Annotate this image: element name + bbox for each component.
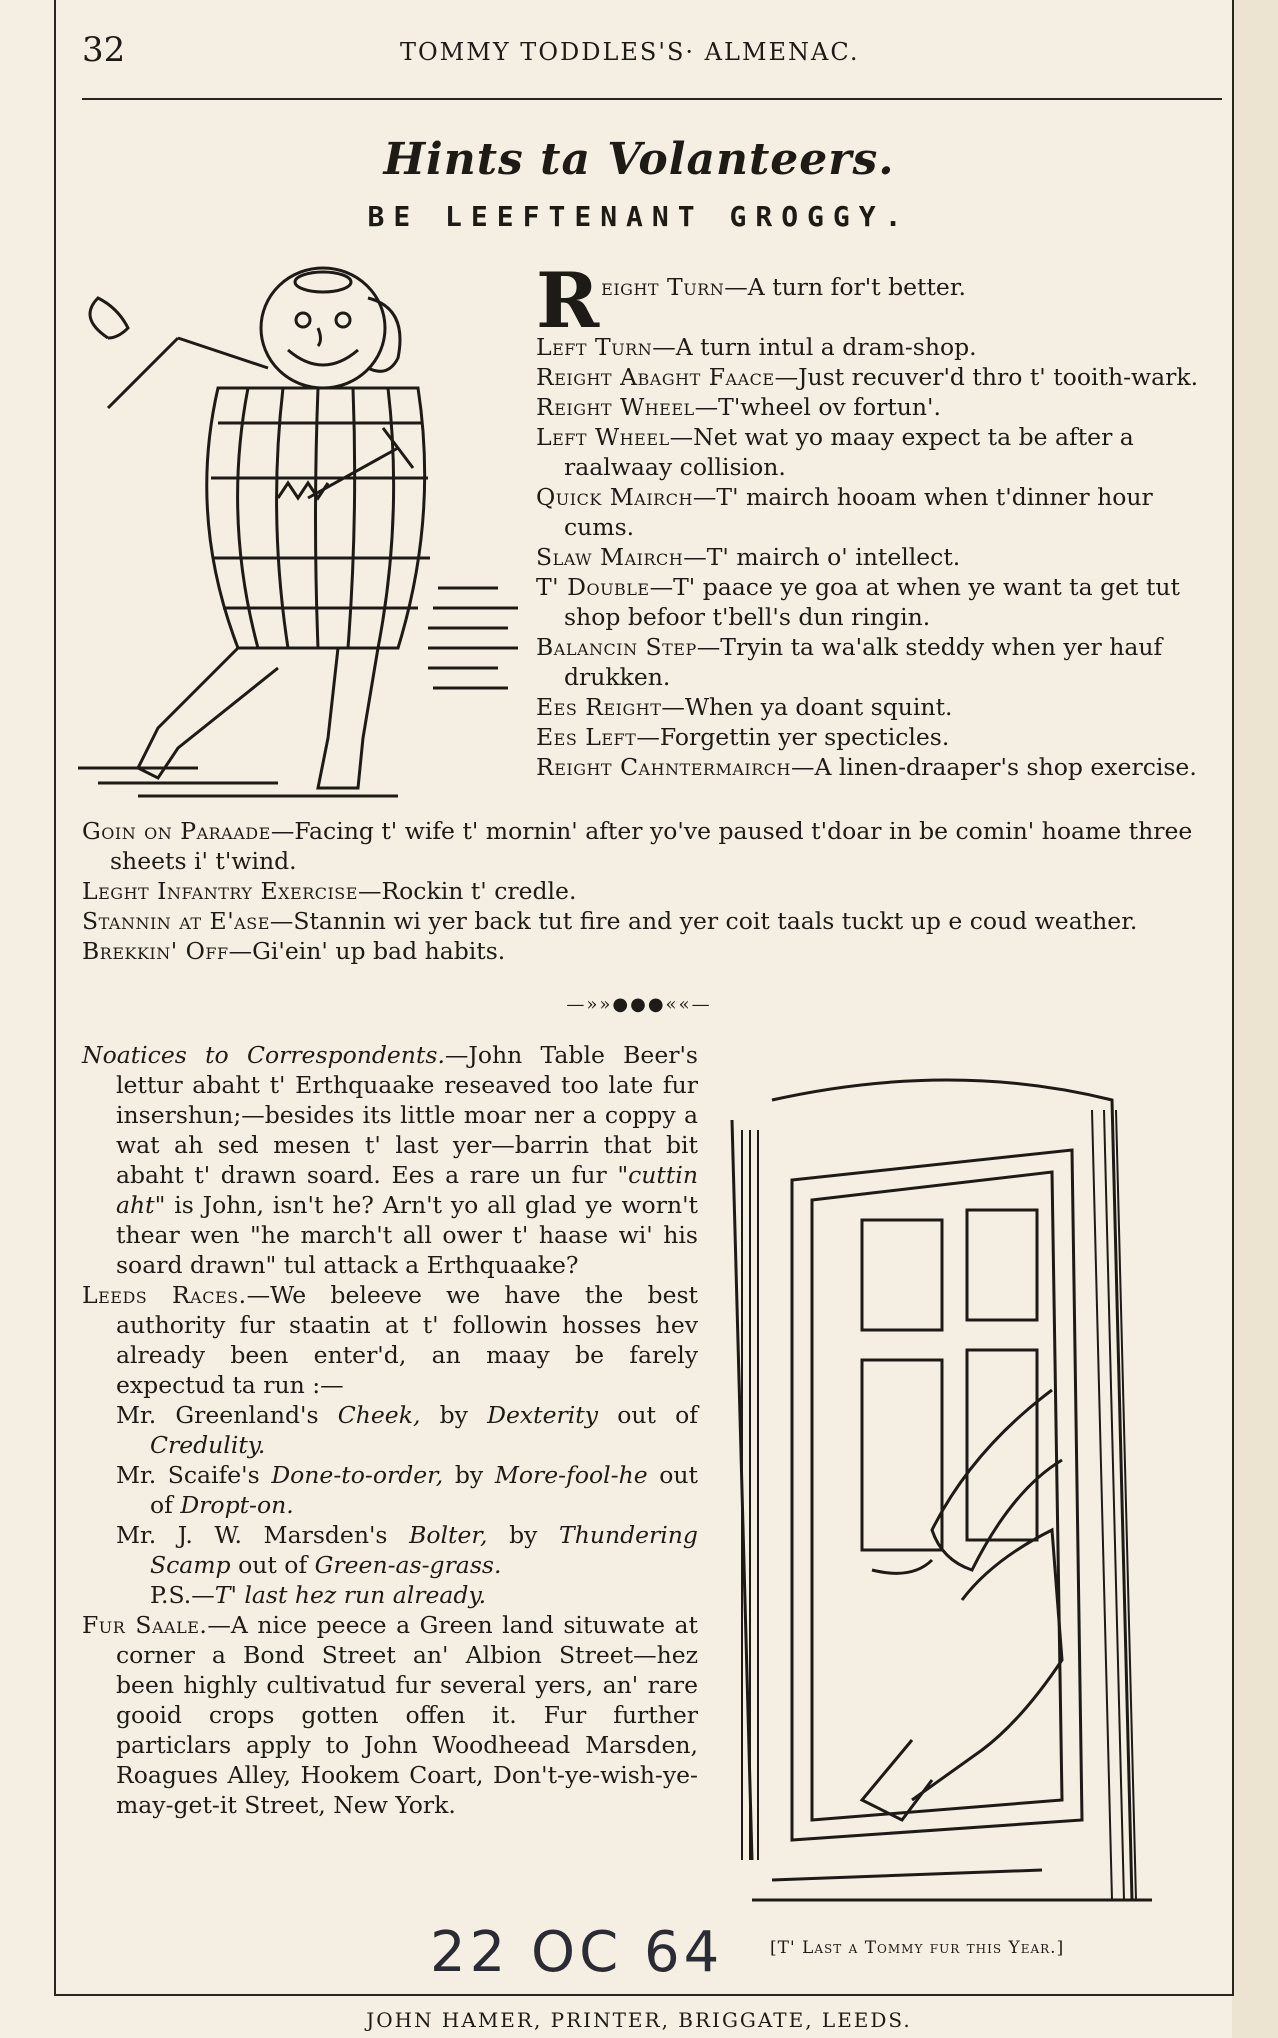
notice-for-sale: Fur Saale.—A nice peece a Green land situwate at corner a Bond Street an' Albion Street—hez been highly cultivatud fur several yers, an' rare gooid crops gotten offen it. Fur further particlars apply to John Woodheead Marsden, Roagues Alley, Hookem Coart, Don't-ye-wish-ye-may-get-it Street, New York.	[82, 1611, 698, 1819]
header-rule	[82, 98, 1222, 100]
race-entry: Mr. J. W. Marsden's Bolter, by Thundering Scamp out of Green-as-grass.	[116, 1521, 698, 1579]
printer-footer: JOHN HAMER, PRINTER, BRIGGATE, LEEDS.	[366, 2008, 912, 2032]
jug-soldier-illustration	[78, 258, 528, 798]
definition-entry: Ees Left—Forgettin yer specticles.	[536, 723, 950, 751]
notice-correspondents: Noatices to Correspondents.—John Table Beer's lettur abaht t' Erthquaake reseaved too late fur insershun;—besides its little moar ner a coppy a wat ah sed mesen t' last yer—barrin that bit abaht t' drawn soard. Ees a rare un fur "cuttin aht" is John, isn't he? Arn't yo all glad ye worn't thear wen "he march't all ower t' haase wi' his soard drawn" tul attack a Erthquaake?	[82, 1041, 698, 1279]
definition-entry: Reight Wheel—T'wheel ov fortun'.	[536, 393, 941, 421]
definition-entry: Leght Infantry Exercise—Rockin t' credle.	[82, 877, 577, 905]
definition-entry: Goin on Paraade—Facing t' wife t' mornin' after yo've paused t'doar in be comin' hoame three sheets i' t'wind.	[82, 817, 1193, 875]
adjacent-page-edge	[1232, 0, 1278, 2038]
definition-entry: Stannin at E'ase—Stannin wi yer back tut fire and yer coit taals tuckt up e coud weather.	[82, 907, 1138, 935]
definition-entry: Ees Reight—When ya doant squint.	[536, 693, 953, 721]
article-subtitle: BE LEEFTENANT GROGGY.	[367, 200, 911, 233]
definition-entry: Reight Turn—A turn for't better.	[536, 256, 966, 345]
section-ornament: —»»●●●««—	[566, 994, 712, 1015]
door-exit-illustration	[712, 1040, 1192, 1920]
definitions-right	[536, 256, 1200, 782]
definition-entry: Quick Mairch—T' mairch hooam when t'dinner hour cums.	[536, 483, 1153, 541]
definition-entry: Balancin Step—Tryin ta wa'alk steddy when yer hauf drukken.	[536, 633, 1163, 691]
date-stamp: 22 OC 64	[430, 1920, 724, 1985]
definition-entry: T' Double—T' paace ye goa at when ye want ta get tut shop befoor t'bell's dun ringin.	[536, 573, 1180, 631]
race-entry: Mr. Greenland's Cheek, by Dexterity out of Credulity.	[116, 1401, 698, 1459]
notice-leeds-races: Leeds Races.—We beleeve we have the best authority fur staatin at t' followin hosses hev already been enter'd, an maay be farely expectud ta run :—	[82, 1281, 698, 1399]
article-title: Hints ta Volanteers.	[383, 134, 895, 185]
definitions-full	[82, 816, 1200, 966]
running-head: TOMMY TODDLES'S· ALMENAC.	[400, 38, 860, 66]
definition-entry: Slaw Mairch—T' mairch o' intellect.	[536, 543, 961, 571]
definition-entry: Left Turn—A turn intul a dram-shop.	[536, 333, 977, 361]
illustration-caption: [T' Last a Tommy fur this Year.]	[770, 1938, 1065, 1958]
race-entry: Mr. Scaife's Done-to-order, by More-fool-he out of Dropt-on.	[116, 1461, 698, 1519]
definition-entry: Brekkin' Off—Gi'ein' up bad habits.	[82, 937, 506, 965]
definition-entry: Reight Cahntermairch—A linen-draaper's shop exercise.	[536, 753, 1197, 781]
definition-entry: Reight Abaght Faace—Just recuver'd thro t' tooith-wark.	[536, 363, 1199, 391]
postscript: P.S.—T' last hez run already.	[150, 1581, 487, 1609]
definition-entry: Left Wheel—Net wat yo maay expect ta be after a raalwaay collision.	[536, 423, 1134, 481]
notices-column	[82, 1040, 698, 1820]
page-number: 32	[82, 30, 126, 70]
